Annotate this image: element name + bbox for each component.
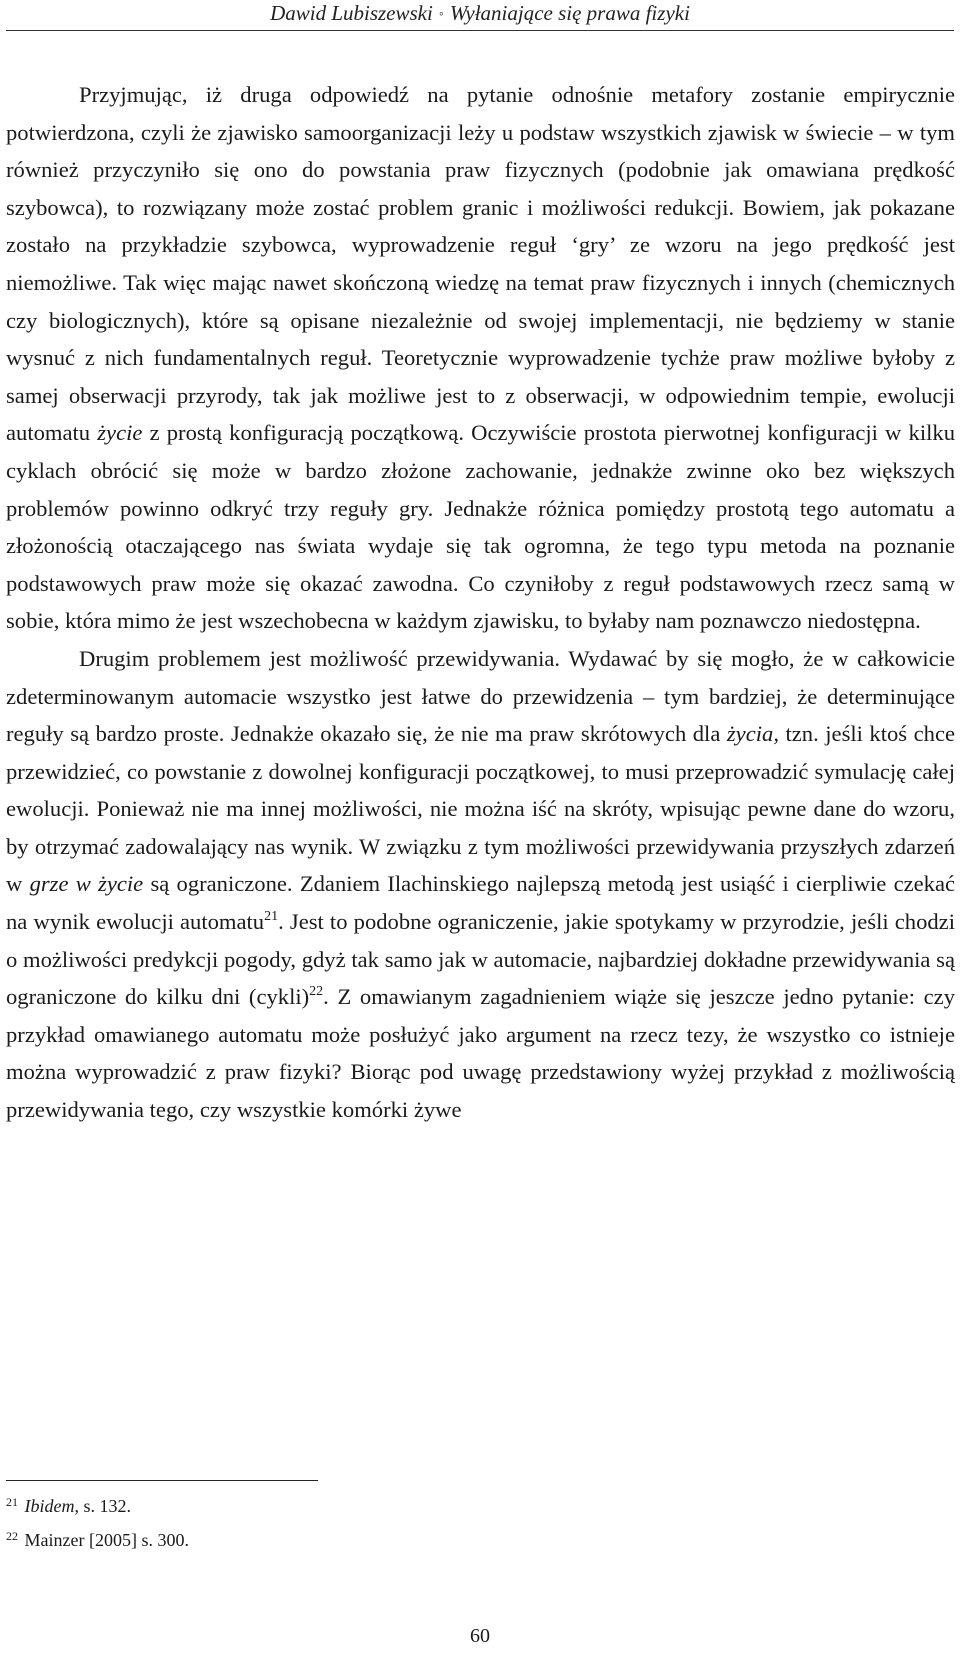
text-run: Przyjmując, iż druga odpowiedź na pytanie odnośnie metafory zostanie empirycznie potwierdzona, czyli że zjawisko samoorganizacji leży u podstaw wszystkich zjawisk w świecie – w tym również przyczyniło się ono do powstania praw fizycznych (podobnie jak omawiana prędkość szybowca), to rozwiązany może zostać problem granic i możliwości redukcji. Bowiem, jak pokazane zostało na przykładzie szybowca, wyprowadzenie reguł ‘gry’ ze wzoru na jego prędkość jest niemożliwe. Tak więc mając nawet skończoną wiedzę na temat praw fizycznych i innych (chemicznych czy biologicznych), które są opisane niezależnie od swojej implementacji, nie będziemy w stanie wysnuć z nich fundamentalnych reguł. Teoretycznie wyprowadzenie tychże praw możliwe byłoby z samej obserwacji przyrody, tak jak możliwe jest to z obserwacji, w odpowiednim tempie, ewolucji automatu	[6, 82, 955, 446]
header-author: Dawid Lubiszewski	[270, 1, 433, 25]
footnote-number: 21	[6, 1495, 18, 1509]
paragraph	[6, 640, 955, 1129]
footnote-rule	[6, 1480, 318, 1481]
footnote-ref-22[interactable]: 22	[309, 984, 324, 1000]
footnote-21	[6, 1489, 946, 1523]
header-separator-icon: ◦	[438, 7, 444, 22]
header-title: Wyłaniające się prawa fizyki	[449, 1, 690, 25]
footnote-number: 22	[6, 1529, 18, 1543]
body-text	[6, 76, 955, 1129]
footnotes	[6, 1489, 946, 1557]
text-run: Drugim problemem jest możliwość przewidywania. Wydawać by się mogło, że w całkowicie zdeterminowanym automacie wszystko jest łatwe do przewidzenia – tym bardziej, że determinujące reguły są bardzo proste. Jednakże okazało się, że nie ma praw skrótowych dla	[6, 645, 955, 747]
footnote-text: , s. 132.	[74, 1496, 131, 1516]
text-run: tzn. jeśli ktoś chce przewidzieć, co powstanie z dowolnej konfiguracji początkowej, to musi przeprowadzić symulację całej ewolucji. Ponieważ nie ma innej możliwości, nie można iść na skróty, wpisując pewne dane do wzoru, by otrzymać zadowalający nas wynik. W związku z tym możliwości przewidywania przyszłych zdarzeń w	[6, 721, 955, 897]
footnote-ref-21[interactable]: 21	[264, 909, 279, 925]
page-number: 60	[470, 1625, 490, 1647]
footnote-text: Mainzer [2005] s. 300.	[24, 1530, 189, 1550]
footnote-text-italic: Ibidem	[24, 1496, 75, 1516]
footnote-22	[6, 1523, 946, 1557]
text-run-italic: życia,	[726, 721, 779, 747]
text-run: z prostą konfiguracją początkową. Oczywiście prostota pierwotnej konfiguracji w kilku cyklach obrócić się może w bardzo złożone zachowanie, jednakże zwinne oko bez większych problemów powinno odkryć trzy reguły gry. Jednakże różnica pomiędzy prostotą tego automatu a złożonością otaczającego nas świata wydaje się tak ogromna, że tego typu metoda na poznanie podstawowych praw może się okazać zawodna. Co czyniłoby z reguł podstawowych rzecz samą w sobie, która mimo że jest wszechobecna w każdym zjawisku, to byłaby nam poznawczo niedostępna.	[6, 420, 955, 634]
running-header	[0, 0, 960, 30]
text-run-italic: grze w życie	[29, 871, 144, 897]
header-rule	[6, 30, 954, 31]
text-run: . Z omawianym zagadnieniem wiąże się jeszcze jedno pytanie: czy przykład omawianego automatu może posłużyć jako argument na rzecz tezy, że wszystko co istnieje można wyprowadzić z praw fizyki? Biorąc pod uwagę przedstawiony wyżej przykład z możliwością przewidywania tego, czy wszystkie komórki żywe	[6, 984, 955, 1123]
text-run: . Jest to podobne ograniczenie, jakie spotykamy w przyrodzie, jeśli chodzi o możliwości predykcji pogody, gdyż tak samo jak w automacie, najbardziej dokładne przewidywania są ograniczone do kilku dni (cykli)	[6, 909, 955, 1010]
text-run: są ograniczone. Zdaniem Ilachinskiego najlepszą metodą jest usiąść i cierpliwie czekać na wynik ewolucji automatu	[6, 871, 956, 935]
text-run-italic: życie	[97, 420, 143, 446]
paragraph	[6, 76, 955, 640]
